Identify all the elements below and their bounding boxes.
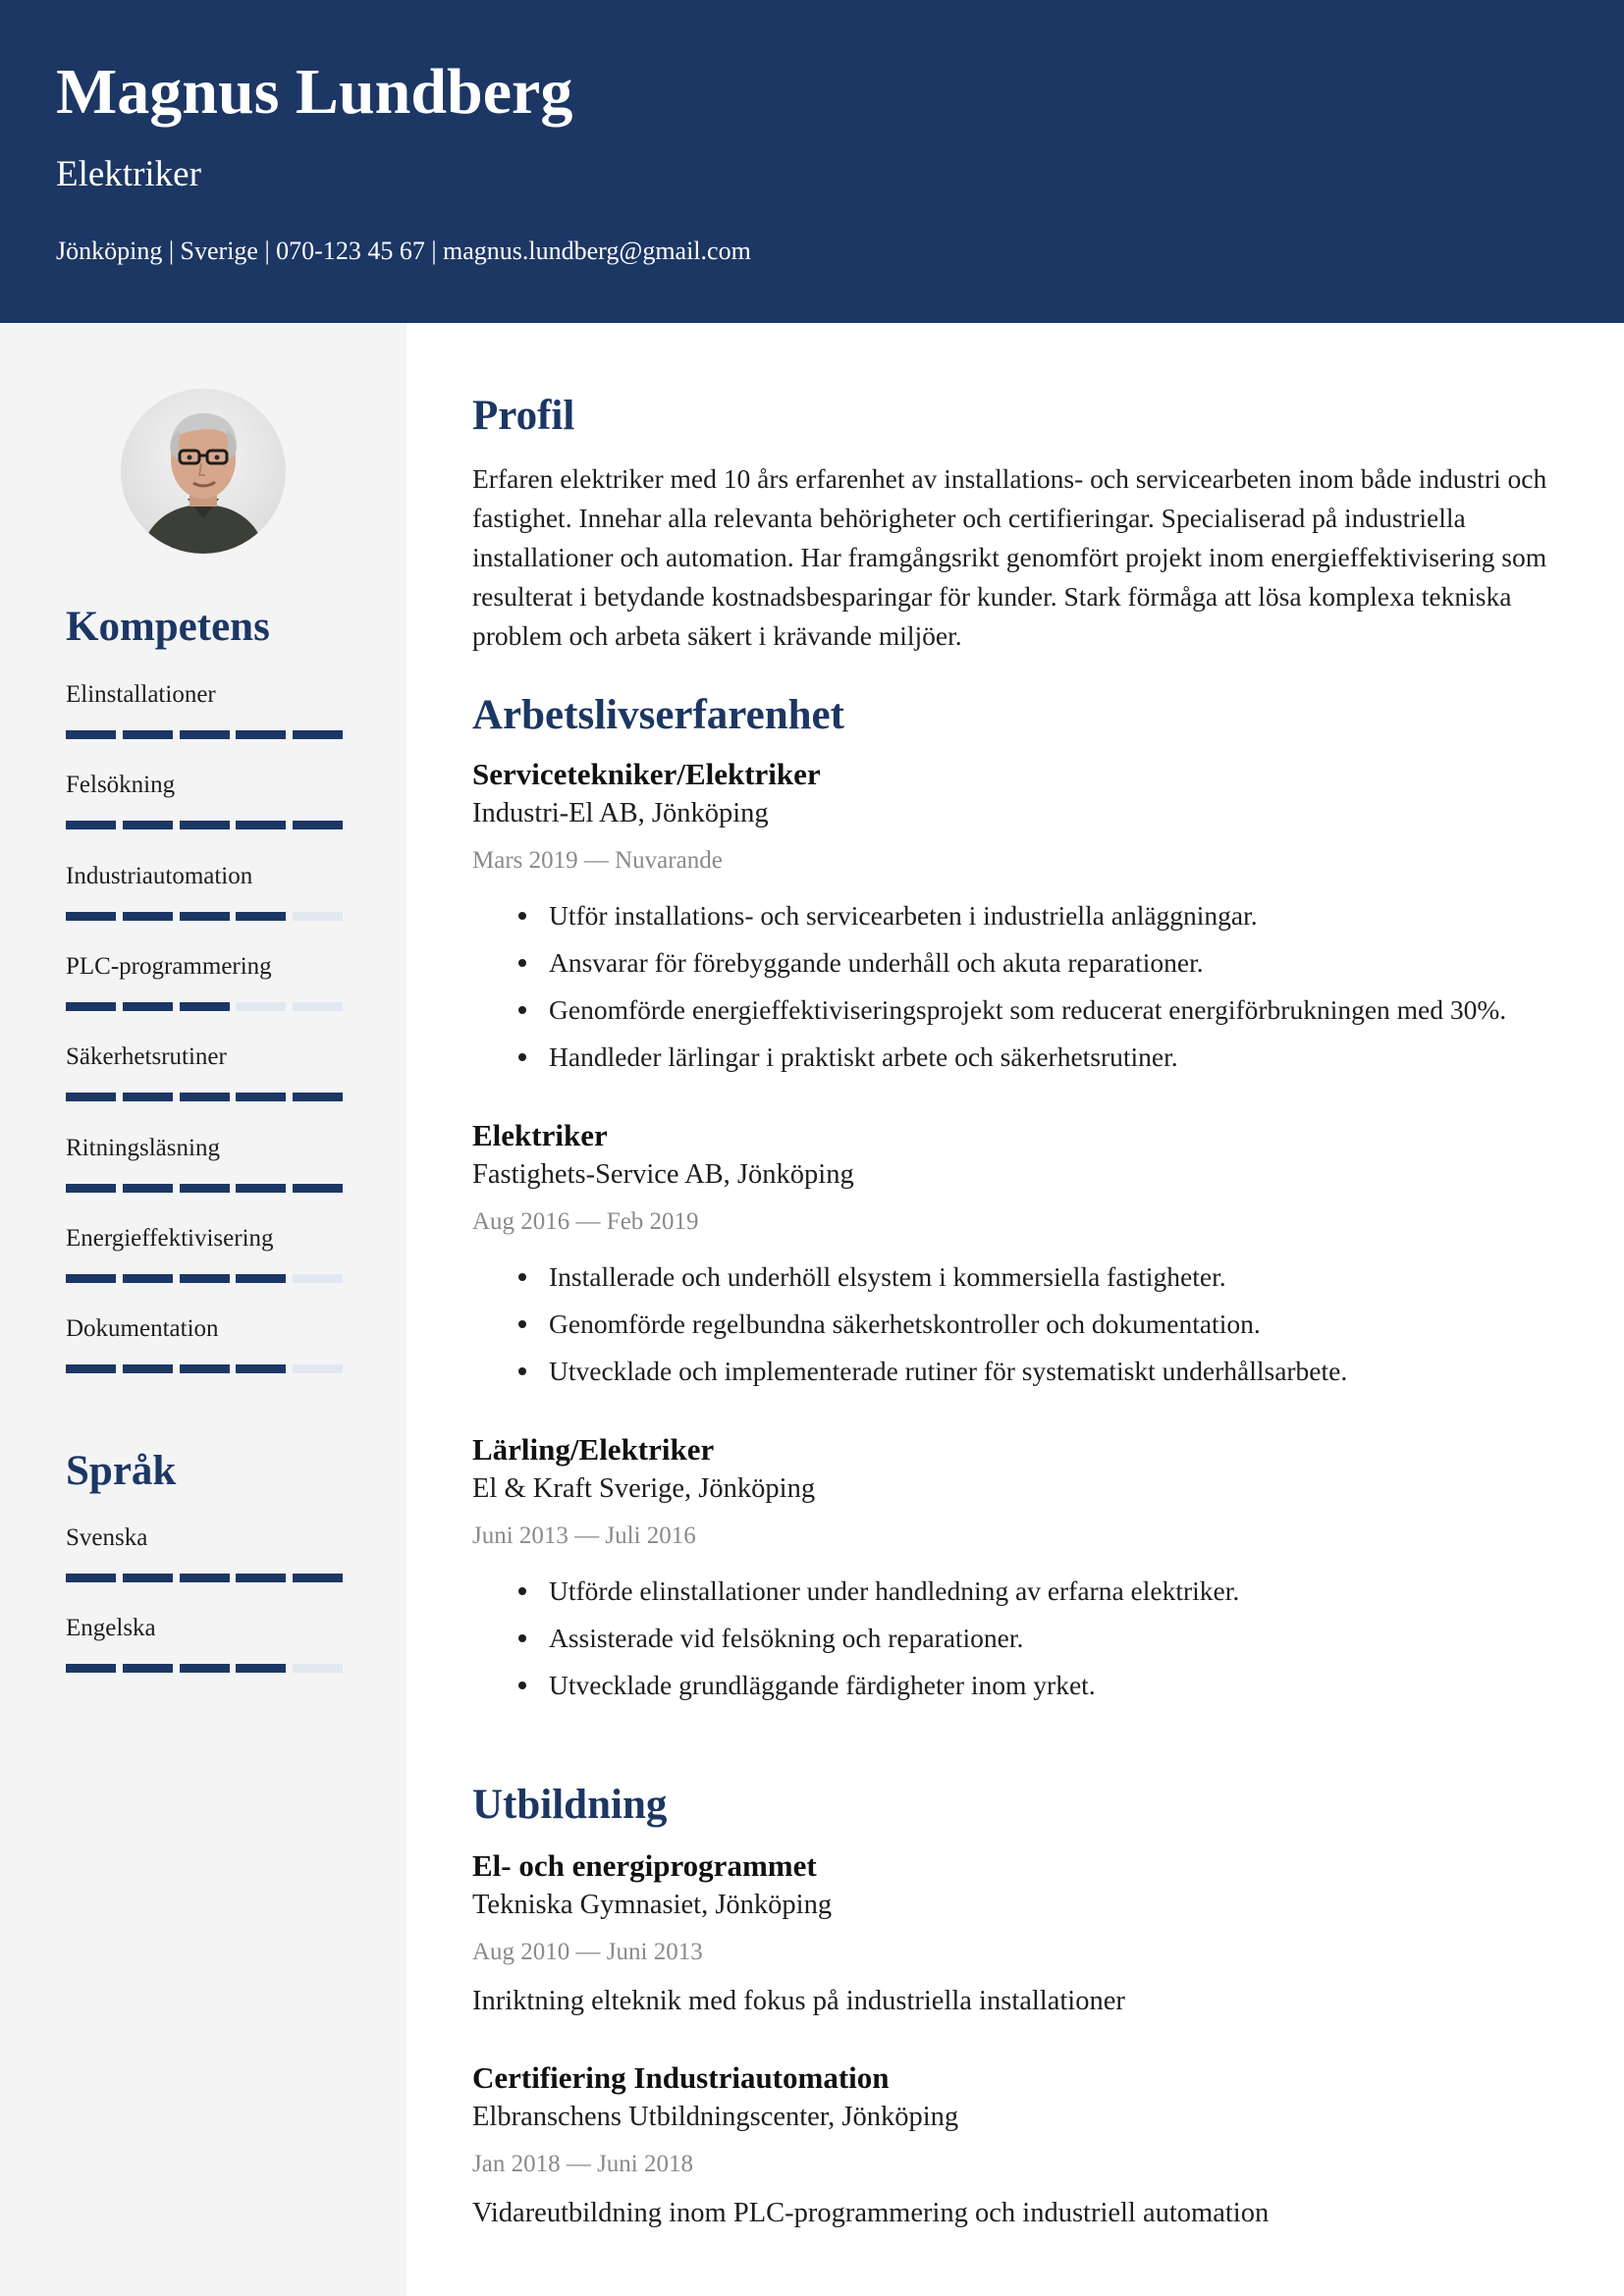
- level-segment: [66, 1664, 116, 1673]
- skill-item: [66, 864, 343, 888]
- level-segment: [180, 1664, 230, 1673]
- skill-level-bar: [66, 730, 343, 739]
- job-bullets: [472, 892, 1506, 1081]
- level-segment: [180, 1274, 230, 1283]
- skill-label: Industriautomation: [66, 862, 253, 889]
- job-bullets: [472, 1568, 1239, 1709]
- job-dates: Juni 2013 — Juli 2016: [472, 1522, 696, 1549]
- level-segment: [66, 1184, 116, 1193]
- education-dates: Jan 2018 — Juni 2018: [472, 2151, 693, 2177]
- language-label: Engelska: [66, 1615, 156, 1641]
- level-segment: [66, 1093, 116, 1101]
- skill-label: PLC-programmering: [66, 952, 272, 980]
- sidebar: [0, 323, 406, 2296]
- level-segment: [236, 1574, 286, 1582]
- job-bullet: Utvecklade grundläggande färdigheter inom yrket.: [472, 1662, 1239, 1709]
- language-item: [66, 1525, 343, 1550]
- level-segment: [180, 1574, 230, 1582]
- language-level-bar: [66, 1664, 343, 1673]
- profile-heading: Profil: [472, 393, 575, 439]
- level-segment: [293, 1002, 343, 1011]
- level-segment: [236, 821, 286, 829]
- skill-item: [66, 1316, 343, 1341]
- skill-item: [66, 773, 343, 797]
- level-segment: [236, 912, 286, 921]
- education-description: Vidareutbildning inom PLC-programmering och industriell automation: [472, 2198, 1270, 2228]
- level-segment: [66, 1364, 116, 1373]
- education-description: Inriktning elteknik med fokus på industriella installationer: [472, 1986, 1125, 2016]
- skill-label: Elinstallationer: [66, 681, 216, 708]
- skill-label: Säkerhetsrutiner: [66, 1043, 227, 1071]
- level-segment: [180, 730, 230, 739]
- level-segment: [123, 1664, 173, 1673]
- skill-label: Ritningsläsning: [66, 1134, 220, 1161]
- job-bullet: Genomförde regelbundna säkerhetskontroller och dokumentation.: [472, 1301, 1347, 1348]
- level-segment: [293, 1274, 343, 1283]
- level-segment: [123, 1184, 173, 1193]
- job-dates: Mars 2019 — Nuvarande: [472, 847, 723, 874]
- job-company: Industri-El AB, Jönköping: [472, 798, 769, 828]
- level-segment: [66, 1274, 116, 1283]
- job-bullet: Utförde elinstallationer under handledning av erfarna elektriker.: [472, 1568, 1239, 1615]
- level-segment: [236, 1274, 286, 1283]
- level-segment: [180, 1364, 230, 1373]
- candidate-name: Magnus Lundberg: [56, 56, 573, 128]
- job-bullet: Assisterade vid felsökning och reparationer.: [472, 1615, 1239, 1662]
- level-segment: [66, 821, 116, 829]
- skill-level-bar: [66, 821, 343, 829]
- skill-label: Energieffektivisering: [66, 1224, 274, 1252]
- level-segment: [123, 1002, 173, 1011]
- skill-level-bar: [66, 1274, 343, 1283]
- education-dates: Aug 2010 — Juni 2013: [472, 1939, 703, 1965]
- skill-item: [66, 1136, 343, 1160]
- level-segment: [236, 1184, 286, 1193]
- level-segment: [66, 730, 116, 739]
- language-label: Svenska: [66, 1524, 148, 1551]
- job-company: El & Kraft Sverige, Jönköping: [472, 1473, 816, 1504]
- skill-label: Felsökning: [66, 772, 176, 799]
- level-segment: [180, 821, 230, 829]
- skill-level-bar: [66, 1364, 343, 1373]
- skill-item: [66, 682, 343, 707]
- level-segment: [123, 1574, 173, 1582]
- skill-item: [66, 954, 343, 979]
- level-segment: [123, 912, 173, 921]
- job-title: Lärling/Elektriker: [472, 1432, 715, 1467]
- job-bullet: Handleder lärlingar i praktiskt arbete och säkerhetsrutiner.: [472, 1034, 1506, 1081]
- job-bullets: [472, 1254, 1347, 1395]
- skills-heading: Kompetens: [66, 604, 270, 650]
- job-bullet: Genomförde energieffektiviseringsprojekt som reducerat energiförbrukningen med 30%.: [472, 987, 1506, 1034]
- candidate-role: Elektriker: [56, 154, 201, 194]
- education-title: El- och energiprogrammet: [472, 1848, 817, 1883]
- skill-level-bar: [66, 912, 343, 921]
- language-item: [66, 1616, 343, 1640]
- level-segment: [293, 1664, 343, 1673]
- level-segment: [180, 1002, 230, 1011]
- skill-level-bar: [66, 1184, 343, 1193]
- skill-level-bar: [66, 1093, 343, 1101]
- job-bullet: Utför installations- och servicearbeten i industriella anläggningar.: [472, 892, 1506, 939]
- languages-heading: Språk: [66, 1448, 177, 1494]
- level-segment: [293, 730, 343, 739]
- job-title: Servicetekniker/Elektriker: [472, 757, 821, 791]
- job-bullet: Installerade och underhöll elsystem i kommersiella fastigheter.: [472, 1254, 1347, 1301]
- level-segment: [123, 1364, 173, 1373]
- level-segment: [180, 1184, 230, 1193]
- level-segment: [236, 730, 286, 739]
- level-segment: [293, 1574, 343, 1582]
- experience-heading: Arbetslivserfarenhet: [472, 692, 844, 738]
- skill-label: Dokumentation: [66, 1315, 219, 1343]
- avatar: [121, 389, 286, 554]
- level-segment: [236, 1093, 286, 1101]
- education-school: Elbranschens Utbildningscenter, Jönköping: [472, 2102, 959, 2132]
- level-segment: [293, 1364, 343, 1373]
- language-level-bar: [66, 1574, 343, 1582]
- level-segment: [236, 1364, 286, 1373]
- skill-item: [66, 1226, 343, 1251]
- level-segment: [293, 912, 343, 921]
- level-segment: [180, 1093, 230, 1101]
- contact-line: Jönköping | Sverige | 070-123 45 67 | magnus.lundberg@gmail.com: [56, 237, 751, 265]
- level-segment: [236, 1664, 286, 1673]
- level-segment: [123, 1274, 173, 1283]
- education-school: Tekniska Gymnasiet, Jönköping: [472, 1890, 833, 1920]
- education-heading: Utbildning: [472, 1782, 668, 1828]
- job-dates: Aug 2016 — Feb 2019: [472, 1208, 699, 1235]
- level-segment: [123, 730, 173, 739]
- job-bullet: Utvecklade och implementerade rutiner för systematiskt underhållsarbete.: [472, 1348, 1347, 1395]
- job-bullet: Ansvarar för förebyggande underhåll och akuta reparationer.: [472, 939, 1506, 987]
- level-segment: [66, 912, 116, 921]
- level-segment: [123, 1093, 173, 1101]
- skill-item: [66, 1044, 343, 1069]
- level-segment: [293, 821, 343, 829]
- job-company: Fastighets-Service AB, Jönköping: [472, 1159, 854, 1190]
- job-title: Elektriker: [472, 1118, 608, 1152]
- portrait-photo: [121, 389, 286, 554]
- level-segment: [66, 1002, 116, 1011]
- level-segment: [236, 1002, 286, 1011]
- skill-level-bar: [66, 1002, 343, 1011]
- profile-text: Erfaren elektriker med 10 års erfarenhet av installations- och servicearbeten inom både industri och fastighet. Innehar alla relevanta behörigheter och certifieringar. Specialiserad på industriella installationer och automation. Har framgångsrikt genomfört projekt inom energieffektivisering som resulterat i betydande kostnadsbesparingar för kunder. Stark förmåga att lösa komplexa tekniska problem och arbeta säkert i krävande miljöer.: [472, 463, 1547, 651]
- level-segment: [66, 1574, 116, 1582]
- level-segment: [123, 821, 173, 829]
- level-segment: [293, 1184, 343, 1193]
- level-segment: [293, 1093, 343, 1101]
- header-banner: [0, 0, 1624, 323]
- level-segment: [180, 912, 230, 921]
- education-title: Certifiering Industriautomation: [472, 2060, 890, 2095]
